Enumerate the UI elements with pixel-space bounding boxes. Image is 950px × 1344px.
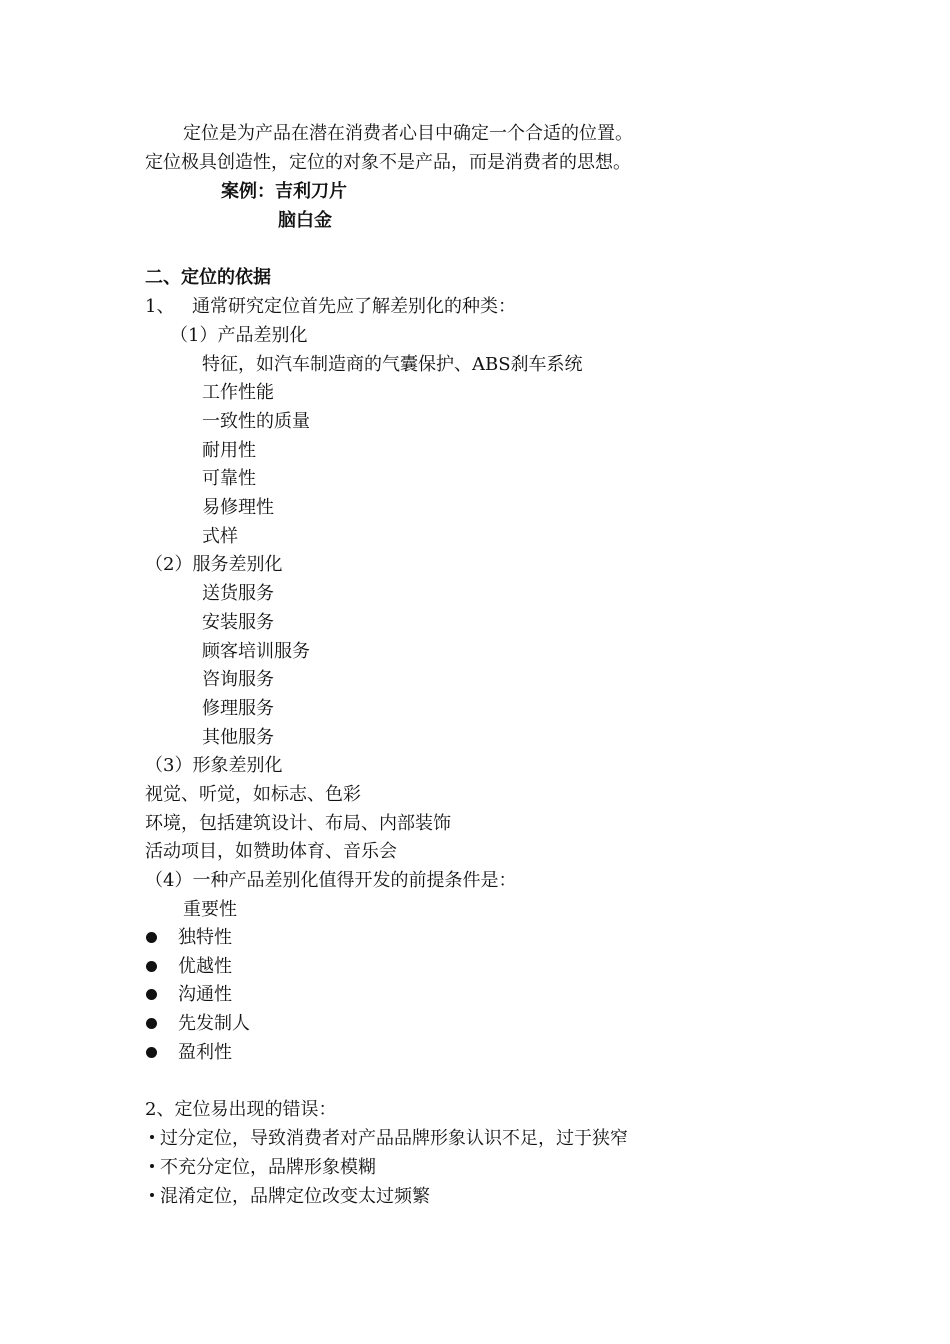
conditions-title: （4）一种产品差别化值得开发的前提条件是： [145,870,517,891]
list-item-text: 不充分定位，品牌形象模糊 [160,1157,376,1178]
list-item: 耐用性 [202,440,256,461]
image-diff-title: （3）形象差别化 [145,755,283,776]
list-item: 环境，包括建筑设计、布局、内部装饰 [145,813,451,834]
list-item: 安装服务 [202,612,274,633]
service-diff-title: （2）服务差别化 [145,554,283,575]
case-second: 脑白金 [278,210,332,231]
product-diff-title: （1）产品差别化 [170,325,308,346]
list-item: 沟通性 [178,984,232,1005]
list-item: 咨询服务 [202,669,274,690]
list-item: 易修理性 [202,497,274,518]
small-bullet-icon [150,1193,154,1197]
list-item: 送货服务 [202,583,274,604]
list-item: 视觉、听觉，如标志、色彩 [145,784,361,805]
list-item [142,1127,628,1151]
list-item: 活动项目，如赞助体育、音乐会 [145,841,397,862]
bullet-icon [146,989,157,1000]
bullet-icon [146,961,157,972]
list-item [142,1185,430,1209]
list-item [142,1156,376,1180]
list-item: 可靠性 [202,468,256,489]
list-item: 顾客培训服务 [202,641,310,662]
errors-title: 2、定位易出现的错误： [145,1099,337,1120]
small-bullet-icon [150,1164,154,1168]
list-item: 修理服务 [202,698,274,719]
list-item-text: 混淆定位，品牌定位改变太过频繁 [160,1186,430,1207]
list-item: 一致性的质量 [202,411,310,432]
list-item: 优越性 [178,956,232,977]
intro-line-2: 定位极具创造性，定位的对象不是产品，而是消费者的思想。 [145,152,631,173]
list-item-text: 过分定位，导致消费者对产品品牌形象认识不足，过于狭窄 [160,1128,628,1149]
list-item: 其他服务 [202,727,274,748]
item1-text: 通常研究定位首先应了解差别化的种类： [192,296,516,317]
list-item: 盈利性 [178,1042,232,1063]
list-item: 工作性能 [202,382,274,403]
list-item: 式样 [202,526,238,547]
small-bullet-icon [150,1135,154,1139]
bullet-icon [146,1018,157,1029]
case-label: 案例：吉利刀片 [221,181,347,202]
section-heading: 二、定位的依据 [145,267,271,288]
bullet-icon [146,1047,157,1058]
list-item: 独特性 [178,927,232,948]
bullet-icon [146,932,157,943]
list-item: 先发制人 [178,1013,250,1034]
intro-line-1: 定位是为产品在潜在消费者心目中确定一个合适的位置。 [183,123,633,144]
condition-first: 重要性 [183,899,237,920]
list-item: 特征，如汽车制造商的气囊保护、ABS刹车系统 [202,354,583,375]
item1-number: 1、 [145,296,175,317]
